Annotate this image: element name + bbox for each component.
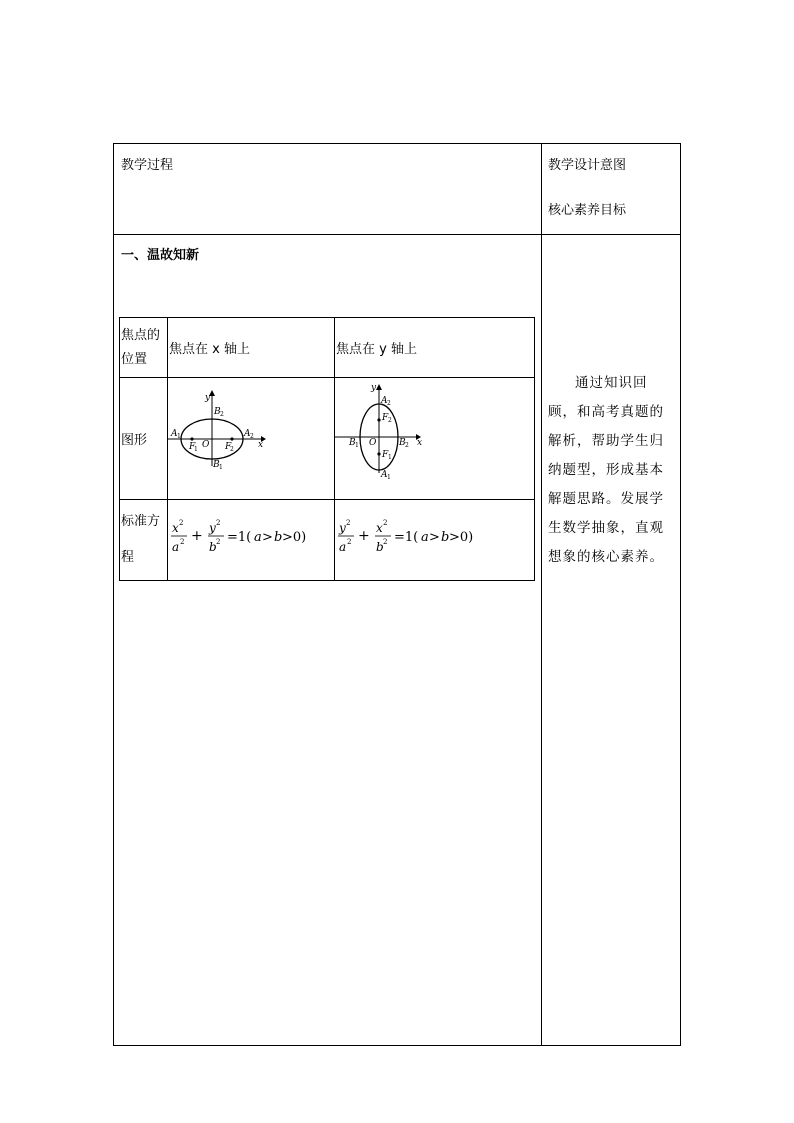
svg-text:2: 2	[383, 519, 388, 527]
origin-label-2: O	[369, 438, 377, 448]
cell-x-axis: 焦点在 x 轴上	[168, 318, 335, 378]
design-intent-text: 通过知识回顾，和高考真题的解析，帮助学生归纳题型，形成基本解题思路。发展学生数学抽象，直观想象的核心素养。	[548, 375, 664, 565]
svg-text:=1(: =1(	[394, 530, 419, 545]
section-title: 一、温故知新	[121, 248, 200, 263]
svg-text:>0): >0)	[282, 530, 307, 545]
label-B2: B	[214, 407, 221, 417]
cell-figure-horizontal	[168, 378, 335, 500]
label-B1-sub: 1	[219, 464, 223, 471]
equation-y-focus	[335, 500, 534, 576]
y-axis-label-2: y	[371, 383, 377, 393]
label-B2-v-sub: 2	[405, 442, 409, 449]
svg-text:=1(: =1(	[227, 530, 252, 545]
label-B1: B	[213, 460, 220, 470]
label-A1: A	[171, 429, 178, 439]
row-label-position: 焦点的位置	[120, 318, 168, 378]
svg-text:2: 2	[383, 538, 388, 546]
svg-text:x: x	[376, 521, 383, 535]
cell-y-axis: 焦点在 y 轴上	[335, 318, 535, 378]
label-F2: F	[225, 442, 232, 452]
svg-text:x: x	[172, 521, 179, 535]
label-F1-v-sub: 1	[388, 454, 392, 461]
svg-text:2: 2	[347, 538, 352, 546]
svg-text:y: y	[209, 521, 216, 535]
svg-text:a: a	[172, 540, 180, 554]
row-label-figure: 图形	[120, 378, 168, 500]
origin-label: O	[202, 440, 210, 450]
cell-figure-vertical	[335, 378, 535, 500]
label-F2-sub: 2	[230, 446, 234, 453]
ellipse-comparison-table	[119, 317, 535, 581]
table-row-figure	[120, 378, 535, 500]
label-B2-v: B	[399, 438, 406, 448]
header-core-literacy: 核心素养目标	[548, 203, 627, 218]
svg-text:>: >	[262, 530, 273, 545]
label-A2-sub: 2	[250, 433, 254, 440]
label-B1-v-sub: 1	[355, 442, 359, 449]
row-label-equation: 标准方程	[120, 500, 168, 581]
label-A2: A	[244, 429, 251, 439]
label-F1-v: F	[382, 450, 389, 460]
y-axis-label: y	[205, 393, 211, 403]
svg-text:b: b	[376, 540, 384, 554]
svg-text:b: b	[209, 540, 217, 554]
svg-text:>: >	[429, 530, 440, 545]
column-divider	[541, 144, 542, 1045]
header-divider	[114, 234, 680, 235]
cell-equation-x	[168, 500, 335, 581]
table-row-equation	[120, 500, 535, 581]
svg-text:2: 2	[216, 538, 221, 546]
svg-text:2: 2	[179, 519, 184, 527]
svg-text:y: y	[339, 521, 346, 535]
label-F2-v: F	[382, 413, 389, 423]
label-A1-v-sub: 1	[387, 474, 391, 481]
svg-text:+: +	[358, 528, 370, 544]
svg-text:>0): >0)	[449, 530, 474, 545]
svg-text:2: 2	[180, 538, 185, 546]
svg-text:a: a	[421, 530, 429, 545]
cell-equation-y	[335, 500, 535, 581]
svg-text:2: 2	[346, 519, 351, 527]
header-design-intent: 教学设计意图	[548, 158, 627, 173]
equation-x-focus	[168, 500, 335, 576]
label-B2-sub: 2	[220, 411, 224, 418]
label-F1: F	[189, 442, 196, 452]
lesson-table	[113, 143, 681, 1046]
svg-text:b: b	[441, 530, 450, 545]
svg-text:b: b	[274, 530, 283, 545]
label-A2-v: A	[381, 396, 388, 406]
label-A1-v: A	[381, 470, 388, 480]
svg-text:2: 2	[216, 519, 221, 527]
header-teaching-process: 教学过程	[121, 158, 174, 173]
vertical-ellipse-figure	[335, 378, 534, 495]
label-F2-v-sub: 2	[388, 417, 392, 424]
svg-text:a: a	[254, 530, 262, 545]
label-A1-sub: 1	[177, 433, 181, 440]
svg-text:a: a	[339, 540, 347, 554]
svg-text:+: +	[191, 528, 203, 544]
table-row-position	[120, 318, 535, 378]
label-F1-sub: 1	[194, 446, 198, 453]
x-axis-label-2: x	[417, 438, 423, 448]
label-A2-v-sub: 2	[387, 400, 391, 407]
horizontal-ellipse-figure	[168, 378, 335, 495]
label-B1-v: B	[349, 438, 356, 448]
x-axis-label: x	[258, 440, 264, 450]
